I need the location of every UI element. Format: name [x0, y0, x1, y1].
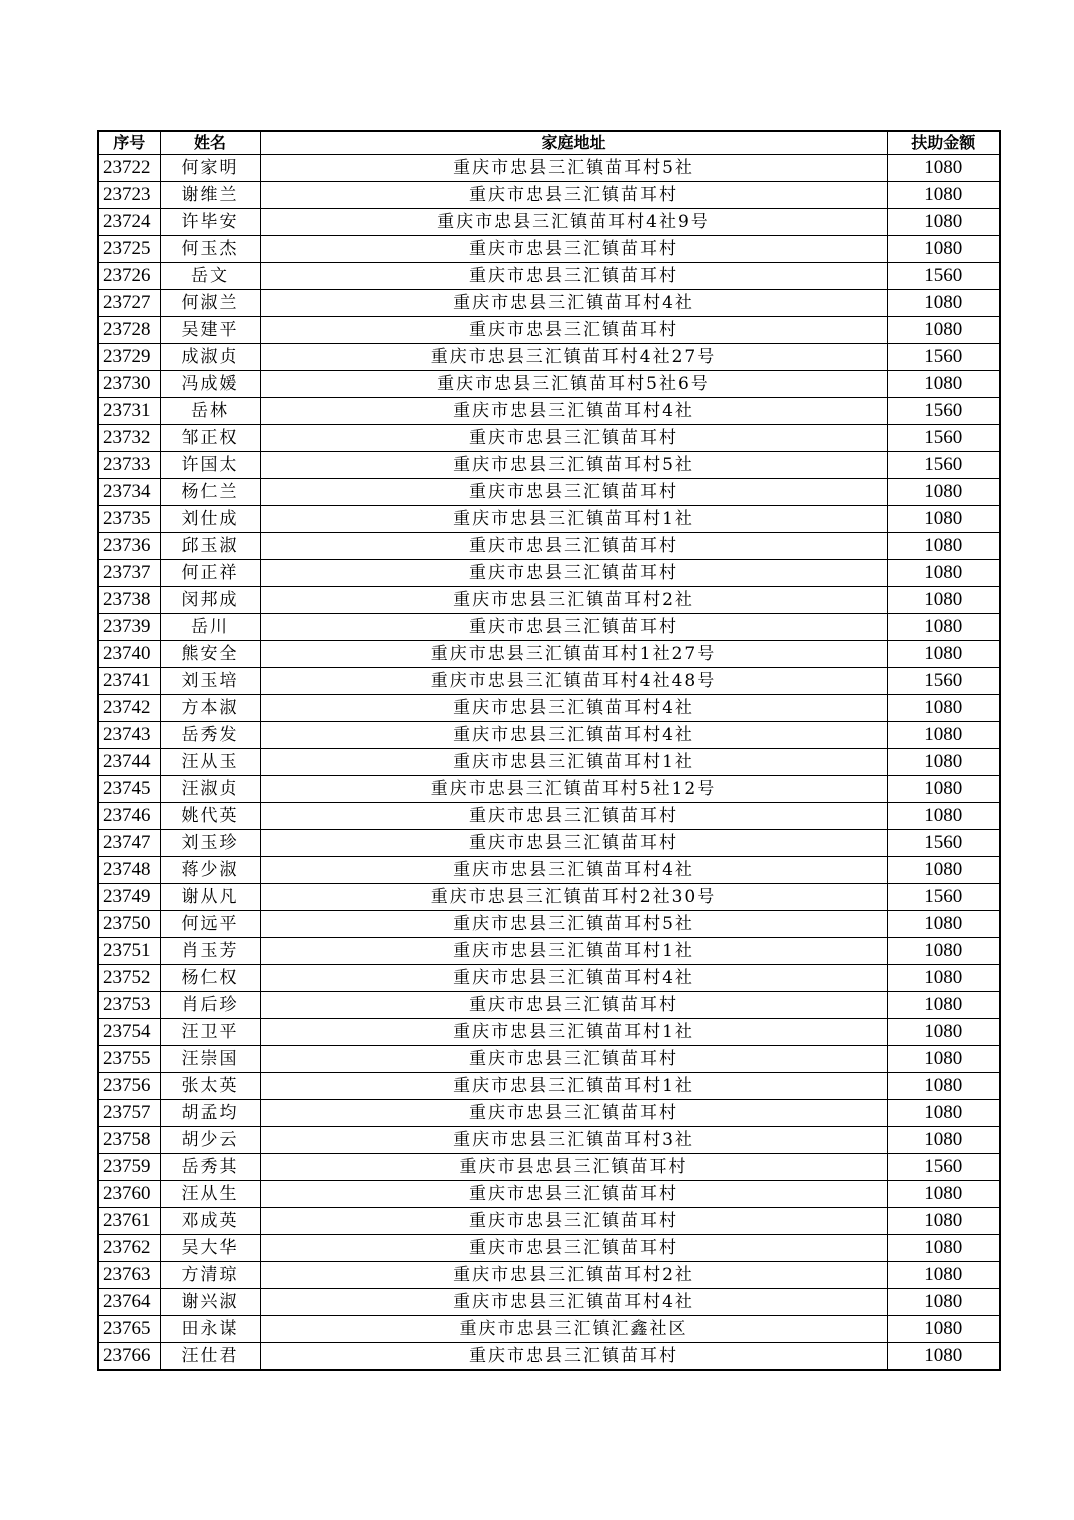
table-row: [98, 614, 1000, 641]
cell-amount: 1080: [887, 911, 1000, 938]
cell-name: 汪仕君: [160, 1343, 260, 1371]
cell-name: 谢兴淑: [160, 1289, 260, 1316]
cell-amount: 1080: [887, 965, 1000, 992]
cell-address: 重庆市忠县三汇镇苗耳村1社: [260, 506, 887, 533]
cell-seq: 23763: [98, 1262, 160, 1289]
table-row: [98, 1100, 1000, 1127]
table-row: [98, 425, 1000, 452]
cell-name: 何淑兰: [160, 290, 260, 317]
cell-address: 重庆市忠县三汇镇苗耳村: [260, 533, 887, 560]
cell-seq: 23736: [98, 533, 160, 560]
cell-name: 岳林: [160, 398, 260, 425]
cell-amount: 1560: [887, 884, 1000, 911]
cell-amount: 1080: [887, 1316, 1000, 1343]
cell-seq: 23759: [98, 1154, 160, 1181]
cell-amount: 1080: [887, 1019, 1000, 1046]
table-row: [98, 479, 1000, 506]
header-address: 家庭地址: [260, 131, 887, 155]
cell-name: 岳秀发: [160, 722, 260, 749]
table-row: [98, 506, 1000, 533]
cell-name: 岳秀其: [160, 1154, 260, 1181]
cell-amount: 1080: [887, 533, 1000, 560]
cell-amount: 1080: [887, 749, 1000, 776]
cell-seq: 23724: [98, 209, 160, 236]
cell-seq: 23739: [98, 614, 160, 641]
cell-name: 刘玉培: [160, 668, 260, 695]
cell-name: 肖玉芳: [160, 938, 260, 965]
table-row: [98, 641, 1000, 668]
cell-amount: 1080: [887, 614, 1000, 641]
cell-name: 刘仕成: [160, 506, 260, 533]
cell-name: 成淑贞: [160, 344, 260, 371]
cell-seq: 23760: [98, 1181, 160, 1208]
cell-address: 重庆市忠县三汇镇苗耳村2社: [260, 587, 887, 614]
cell-seq: 23746: [98, 803, 160, 830]
cell-amount: 1080: [887, 722, 1000, 749]
cell-name: 何正祥: [160, 560, 260, 587]
cell-amount: 1080: [887, 1127, 1000, 1154]
cell-name: 方清琼: [160, 1262, 260, 1289]
cell-amount: 1560: [887, 398, 1000, 425]
cell-seq: 23747: [98, 830, 160, 857]
cell-address: 重庆市忠县三汇镇苗耳村3社: [260, 1127, 887, 1154]
cell-seq: 23727: [98, 290, 160, 317]
aid-recipients-table: [97, 130, 1001, 1371]
cell-seq: 23756: [98, 1073, 160, 1100]
cell-amount: 1560: [887, 1154, 1000, 1181]
cell-name: 邱玉淑: [160, 533, 260, 560]
cell-seq: 23761: [98, 1208, 160, 1235]
cell-amount: 1080: [887, 1289, 1000, 1316]
cell-name: 何家明: [160, 155, 260, 182]
cell-address: 重庆市忠县三汇镇苗耳村: [260, 182, 887, 209]
cell-amount: 1080: [887, 236, 1000, 263]
cell-address: 重庆市忠县三汇镇苗耳村4社: [260, 857, 887, 884]
cell-address: 重庆市忠县三汇镇苗耳村1社27号: [260, 641, 887, 668]
cell-name: 谢从凡: [160, 884, 260, 911]
cell-amount: 1080: [887, 857, 1000, 884]
cell-name: 何玉杰: [160, 236, 260, 263]
cell-seq: 23762: [98, 1235, 160, 1262]
cell-address: 重庆市忠县三汇镇苗耳村1社: [260, 1073, 887, 1100]
cell-address: 重庆市忠县三汇镇苗耳村1社: [260, 938, 887, 965]
cell-address: 重庆市忠县三汇镇苗耳村: [260, 425, 887, 452]
cell-name: 吴建平: [160, 317, 260, 344]
cell-amount: 1080: [887, 1262, 1000, 1289]
cell-seq: 23728: [98, 317, 160, 344]
table-row: [98, 1019, 1000, 1046]
cell-seq: 23742: [98, 695, 160, 722]
header-amount: 扶助金额: [887, 131, 1000, 155]
cell-amount: 1080: [887, 776, 1000, 803]
table-row: [98, 290, 1000, 317]
table-row: [98, 695, 1000, 722]
cell-amount: 1080: [887, 209, 1000, 236]
cell-seq: 23726: [98, 263, 160, 290]
header-name: 姓名: [160, 131, 260, 155]
cell-name: 胡少云: [160, 1127, 260, 1154]
cell-name: 汪崇国: [160, 1046, 260, 1073]
table-row: [98, 722, 1000, 749]
cell-amount: 1080: [887, 695, 1000, 722]
cell-address: 重庆市忠县三汇镇苗耳村2社: [260, 1262, 887, 1289]
cell-seq: 23733: [98, 452, 160, 479]
cell-address: 重庆市忠县三汇镇苗耳村: [260, 830, 887, 857]
table-row: [98, 209, 1000, 236]
cell-name: 许国太: [160, 452, 260, 479]
cell-amount: 1560: [887, 263, 1000, 290]
cell-address: 重庆市忠县三汇镇苗耳村: [260, 1181, 887, 1208]
cell-address: 重庆市忠县三汇镇苗耳村: [260, 1235, 887, 1262]
cell-amount: 1080: [887, 560, 1000, 587]
cell-amount: 1560: [887, 830, 1000, 857]
cell-amount: 1080: [887, 506, 1000, 533]
cell-name: 方本淑: [160, 695, 260, 722]
table-row: [98, 560, 1000, 587]
cell-seq: 23722: [98, 155, 160, 182]
table-row: [98, 587, 1000, 614]
cell-name: 田永谋: [160, 1316, 260, 1343]
cell-amount: 1080: [887, 1073, 1000, 1100]
cell-seq: 23755: [98, 1046, 160, 1073]
cell-name: 汪从生: [160, 1181, 260, 1208]
table-row: [98, 371, 1000, 398]
table-row: [98, 668, 1000, 695]
table-body: [98, 155, 1000, 1371]
cell-address: 重庆市忠县三汇镇苗耳村5社: [260, 911, 887, 938]
cell-amount: 1080: [887, 371, 1000, 398]
cell-amount: 1080: [887, 1208, 1000, 1235]
cell-address: 重庆市县忠县三汇镇苗耳村: [260, 1154, 887, 1181]
cell-amount: 1080: [887, 641, 1000, 668]
table-row: [98, 1343, 1000, 1371]
cell-seq: 23749: [98, 884, 160, 911]
cell-address: 重庆市忠县三汇镇苗耳村: [260, 317, 887, 344]
table-row: [98, 317, 1000, 344]
cell-address: 重庆市忠县三汇镇苗耳村5社: [260, 452, 887, 479]
cell-name: 杨仁兰: [160, 479, 260, 506]
cell-address: 重庆市忠县三汇镇苗耳村: [260, 479, 887, 506]
cell-seq: 23765: [98, 1316, 160, 1343]
cell-name: 闵邦成: [160, 587, 260, 614]
table-row: [98, 749, 1000, 776]
cell-name: 张太英: [160, 1073, 260, 1100]
cell-address: 重庆市忠县三汇镇苗耳村: [260, 560, 887, 587]
cell-seq: 23766: [98, 1343, 160, 1371]
table-row: [98, 1262, 1000, 1289]
cell-seq: 23729: [98, 344, 160, 371]
cell-address: 重庆市忠县三汇镇苗耳村4社: [260, 290, 887, 317]
cell-name: 胡孟均: [160, 1100, 260, 1127]
cell-amount: 1080: [887, 1343, 1000, 1371]
cell-seq: 23732: [98, 425, 160, 452]
cell-amount: 1560: [887, 452, 1000, 479]
cell-address: 重庆市忠县三汇镇苗耳村4社: [260, 1289, 887, 1316]
table-row: [98, 803, 1000, 830]
cell-name: 肖后珍: [160, 992, 260, 1019]
cell-name: 刘玉珍: [160, 830, 260, 857]
cell-seq: 23744: [98, 749, 160, 776]
cell-name: 吴大华: [160, 1235, 260, 1262]
cell-address: 重庆市忠县三汇镇苗耳村4社: [260, 722, 887, 749]
cell-amount: 1560: [887, 425, 1000, 452]
cell-address: 重庆市忠县三汇镇苗耳村: [260, 236, 887, 263]
cell-amount: 1080: [887, 290, 1000, 317]
cell-name: 姚代英: [160, 803, 260, 830]
table-row: [98, 857, 1000, 884]
cell-address: 重庆市忠县三汇镇苗耳村4社: [260, 398, 887, 425]
cell-seq: 23737: [98, 560, 160, 587]
cell-address: 重庆市忠县三汇镇苗耳村: [260, 614, 887, 641]
table-row: [98, 911, 1000, 938]
cell-name: 蒋少淑: [160, 857, 260, 884]
table-row: [98, 398, 1000, 425]
cell-address: 重庆市忠县三汇镇苗耳村5社12号: [260, 776, 887, 803]
table-row: [98, 1073, 1000, 1100]
cell-name: 杨仁权: [160, 965, 260, 992]
table-row: [98, 344, 1000, 371]
cell-amount: 1080: [887, 587, 1000, 614]
cell-amount: 1080: [887, 317, 1000, 344]
cell-seq: 23745: [98, 776, 160, 803]
cell-amount: 1560: [887, 344, 1000, 371]
cell-name: 熊安全: [160, 641, 260, 668]
cell-name: 何远平: [160, 911, 260, 938]
cell-name: 谢维兰: [160, 182, 260, 209]
cell-amount: 1080: [887, 155, 1000, 182]
header-seq: 序号: [98, 131, 160, 155]
cell-seq: 23748: [98, 857, 160, 884]
table-row: [98, 965, 1000, 992]
cell-address: 重庆市忠县三汇镇苗耳村4社27号: [260, 344, 887, 371]
cell-seq: 23752: [98, 965, 160, 992]
cell-amount: 1080: [887, 803, 1000, 830]
cell-seq: 23750: [98, 911, 160, 938]
cell-seq: 23757: [98, 1100, 160, 1127]
cell-amount: 1080: [887, 182, 1000, 209]
cell-seq: 23764: [98, 1289, 160, 1316]
cell-address: 重庆市忠县三汇镇苗耳村4社9号: [260, 209, 887, 236]
cell-amount: 1080: [887, 1100, 1000, 1127]
table-row: [98, 992, 1000, 1019]
cell-address: 重庆市忠县三汇镇苗耳村5社6号: [260, 371, 887, 398]
cell-seq: 23723: [98, 182, 160, 209]
cell-address: 重庆市忠县三汇镇苗耳村4社: [260, 695, 887, 722]
table-row: [98, 182, 1000, 209]
cell-name: 许毕安: [160, 209, 260, 236]
cell-name: 冯成媛: [160, 371, 260, 398]
cell-seq: 23735: [98, 506, 160, 533]
cell-name: 汪卫平: [160, 1019, 260, 1046]
cell-seq: 23740: [98, 641, 160, 668]
cell-seq: 23754: [98, 1019, 160, 1046]
cell-address: 重庆市忠县三汇镇苗耳村5社: [260, 155, 887, 182]
cell-name: 邓成英: [160, 1208, 260, 1235]
table-row: [98, 1289, 1000, 1316]
table-row: [98, 884, 1000, 911]
cell-name: 岳文: [160, 263, 260, 290]
table-row: [98, 236, 1000, 263]
cell-seq: 23730: [98, 371, 160, 398]
cell-address: 重庆市忠县三汇镇苗耳村4社: [260, 965, 887, 992]
cell-seq: 23725: [98, 236, 160, 263]
cell-address: 重庆市忠县三汇镇苗耳村1社: [260, 1019, 887, 1046]
table-row: [98, 830, 1000, 857]
cell-address: 重庆市忠县三汇镇苗耳村: [260, 803, 887, 830]
cell-name: 岳川: [160, 614, 260, 641]
cell-amount: 1560: [887, 668, 1000, 695]
cell-seq: 23738: [98, 587, 160, 614]
table-row: [98, 155, 1000, 182]
cell-address: 重庆市忠县三汇镇苗耳村2社30号: [260, 884, 887, 911]
cell-amount: 1080: [887, 1235, 1000, 1262]
cell-address: 重庆市忠县三汇镇苗耳村4社48号: [260, 668, 887, 695]
table-row: [98, 533, 1000, 560]
cell-seq: 23731: [98, 398, 160, 425]
cell-address: 重庆市忠县三汇镇苗耳村: [260, 1100, 887, 1127]
cell-seq: 23741: [98, 668, 160, 695]
cell-address: 重庆市忠县三汇镇苗耳村1社: [260, 749, 887, 776]
table-row: [98, 1127, 1000, 1154]
cell-amount: 1080: [887, 938, 1000, 965]
cell-name: 汪从玉: [160, 749, 260, 776]
table-row: [98, 938, 1000, 965]
table-row: [98, 1208, 1000, 1235]
cell-amount: 1080: [887, 1181, 1000, 1208]
header-row: [98, 131, 1000, 155]
cell-address: 重庆市忠县三汇镇汇鑫社区: [260, 1316, 887, 1343]
table-row: [98, 1235, 1000, 1262]
table-row: [98, 263, 1000, 290]
cell-amount: 1080: [887, 992, 1000, 1019]
table-header: [98, 131, 1000, 155]
cell-address: 重庆市忠县三汇镇苗耳村: [260, 263, 887, 290]
cell-address: 重庆市忠县三汇镇苗耳村: [260, 1343, 887, 1371]
table-row: [98, 1046, 1000, 1073]
cell-seq: 23753: [98, 992, 160, 1019]
cell-seq: 23743: [98, 722, 160, 749]
cell-address: 重庆市忠县三汇镇苗耳村: [260, 1046, 887, 1073]
cell-address: 重庆市忠县三汇镇苗耳村: [260, 992, 887, 1019]
table-row: [98, 776, 1000, 803]
cell-amount: 1080: [887, 1046, 1000, 1073]
cell-address: 重庆市忠县三汇镇苗耳村: [260, 1208, 887, 1235]
table-row: [98, 452, 1000, 479]
table-row: [98, 1154, 1000, 1181]
table-row: [98, 1181, 1000, 1208]
cell-seq: 23734: [98, 479, 160, 506]
cell-seq: 23758: [98, 1127, 160, 1154]
table-row: [98, 1316, 1000, 1343]
cell-name: 邹正权: [160, 425, 260, 452]
cell-name: 汪淑贞: [160, 776, 260, 803]
cell-seq: 23751: [98, 938, 160, 965]
cell-amount: 1080: [887, 479, 1000, 506]
